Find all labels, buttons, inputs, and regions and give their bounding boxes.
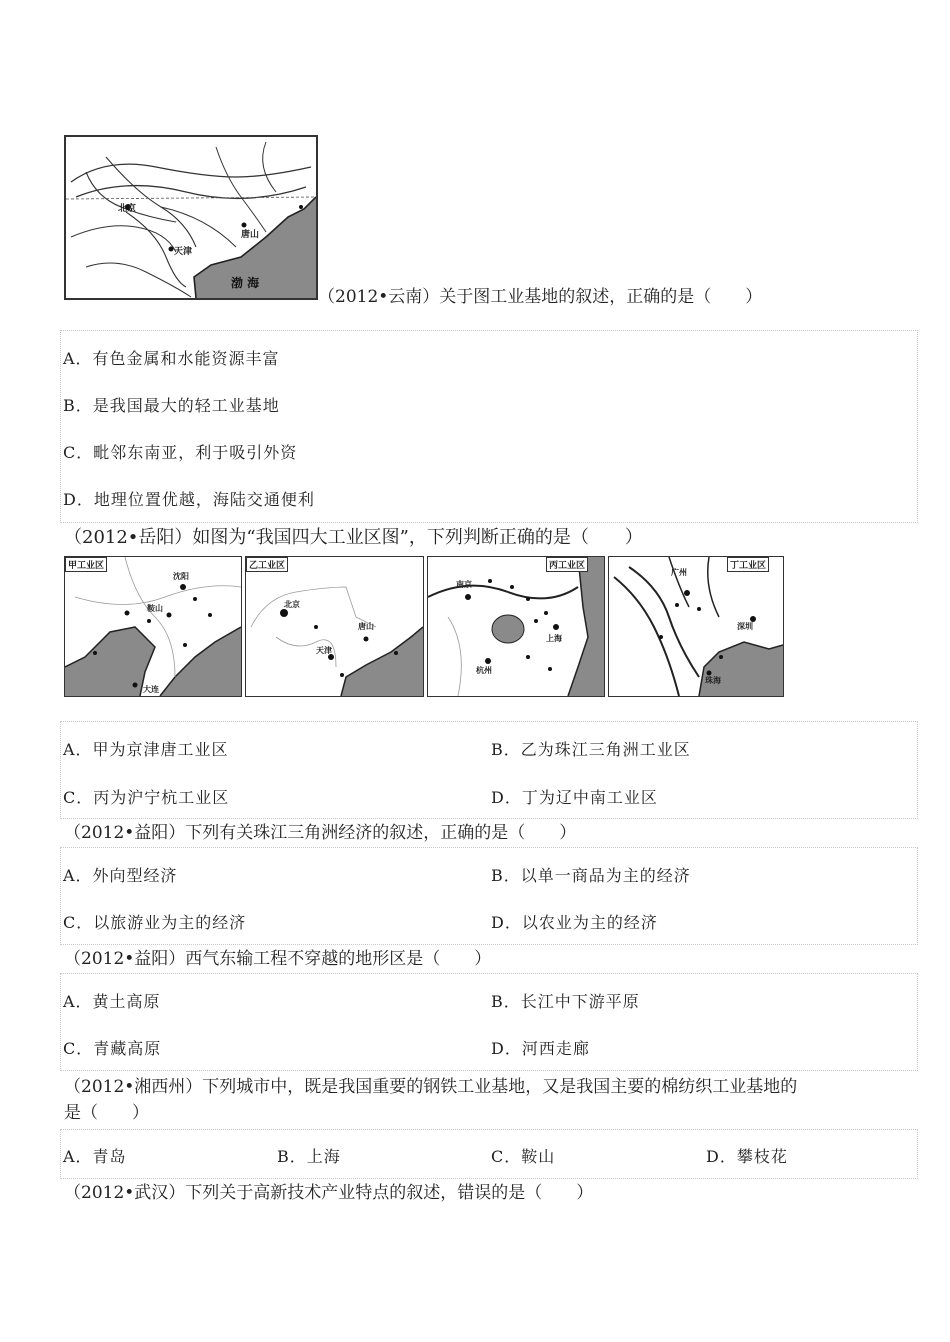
q3-options xyxy=(60,847,918,945)
q1-question: （2012•云南）关于图工业基地的叙述，正确的是（ ） xyxy=(318,287,763,307)
q2-option-b[interactable]: B．乙为珠江三角洲工业区 xyxy=(491,740,691,759)
q2-map-yi-title: 乙工业区 xyxy=(246,557,288,572)
q2-map-yi xyxy=(245,556,424,697)
q2-map-ding-shenzhen: 深圳 xyxy=(737,622,753,631)
q5-option-a[interactable]: A．青岛 xyxy=(63,1147,127,1166)
q2-map-ding xyxy=(608,556,784,697)
q2-option-d[interactable]: D．丁为辽中南工业区 xyxy=(491,788,658,807)
q2-map-jia xyxy=(64,556,242,697)
q5-option-d[interactable]: D．攀枝花 xyxy=(706,1147,788,1166)
q1-map xyxy=(64,135,318,300)
q1-map-label-tangshan: 唐山 xyxy=(241,230,260,240)
q1-map-label-beijing: 北京 xyxy=(118,204,137,214)
q1-option-a[interactable]: A．有色金属和水能资源丰富 xyxy=(63,349,280,368)
q2-map-jia-shenyang: 沈阳 xyxy=(173,572,189,581)
q2-map-jia-drawing xyxy=(65,557,241,696)
q3-option-c[interactable]: C．以旅游业为主的经济 xyxy=(63,913,247,932)
q2-options xyxy=(60,721,918,819)
q2-option-a[interactable]: A．甲为京津唐工业区 xyxy=(63,740,229,759)
q2-map-jia-dalian: 大连 xyxy=(143,685,159,694)
q5-question: （2012•湘西州）下列城市中，既是我国重要的钢铁工业基地，又是我国主要的棉纺织工业基地的是（ ） xyxy=(64,1077,798,1123)
q2-option-c[interactable]: C．丙为沪宁杭工业区 xyxy=(63,788,230,807)
q2-map-bing-hangzhou: 杭州 xyxy=(476,666,492,675)
q2-map-bing-shanghai: 上海 xyxy=(546,634,562,643)
q6-question: （2012•武汉）下列关于高新技术产业特点的叙述，错误的是（ ） xyxy=(64,1183,594,1203)
q2-map-ding-zhuhai: 珠海 xyxy=(705,676,721,685)
q2-question: （2012•岳阳）如图为“我国四大工业区图”，下列判断正确的是（ ） xyxy=(64,527,643,548)
q2-map-bing xyxy=(427,556,605,697)
q2-map-bing-nanjing: 南京 xyxy=(456,580,472,589)
q3-option-d[interactable]: D．以农业为主的经济 xyxy=(491,913,658,932)
q1-option-c[interactable]: C．毗邻东南亚，利于吸引外资 xyxy=(63,443,298,462)
q2-map-yi-tianjin: 天津 xyxy=(316,646,332,655)
q4-option-c[interactable]: C．青藏高原 xyxy=(63,1039,162,1058)
q2-map-bing-drawing xyxy=(428,557,604,696)
q5-option-b[interactable]: B．上海 xyxy=(277,1147,341,1166)
q2-map-jia-anshan: 鞍山 xyxy=(147,604,163,613)
q1-option-d[interactable]: D．地理位置优越，海陆交通便利 xyxy=(63,490,315,509)
q1-option-b[interactable]: B．是我国最大的轻工业基地 xyxy=(63,396,280,415)
q2-map-yi-tangshan: 唐山 xyxy=(358,622,374,631)
q1-map-drawing xyxy=(66,137,316,298)
q5-option-c[interactable]: C．鞍山 xyxy=(491,1147,556,1166)
q2-map-yi-beijing: 北京 xyxy=(284,600,300,609)
q3-question: （2012•益阳）下列有关珠江三角洲经济的叙述，正确的是（ ） xyxy=(64,823,577,843)
q1-options xyxy=(60,330,918,523)
q2-map-ding-drawing xyxy=(609,557,783,696)
q2-map-yi-drawing xyxy=(246,557,423,696)
q4-question: （2012•益阳）西气东输工程不穿越的地形区是（ ） xyxy=(64,949,492,969)
q5-options xyxy=(60,1129,918,1179)
q2-map-ding-title: 丁工业区 xyxy=(727,557,769,572)
q3-option-b[interactable]: B．以单一商品为主的经济 xyxy=(491,866,691,885)
q1-map-label-tianjin: 天津 xyxy=(174,247,193,257)
q4-options xyxy=(60,973,918,1071)
q2-map-jia-title: 甲工业区 xyxy=(65,557,107,572)
q1-map-label-bohai: 渤 海 xyxy=(231,276,260,290)
q2-map-ding-guangzhou: 广州 xyxy=(671,568,687,577)
q4-option-a[interactable]: A．黄土高原 xyxy=(63,992,161,1011)
q2-map-bing-title: 丙工业区 xyxy=(546,557,588,572)
q4-option-b[interactable]: B．长江中下游平原 xyxy=(491,992,640,1011)
q4-option-d[interactable]: D．河西走廊 xyxy=(491,1039,590,1058)
q3-option-a[interactable]: A．外向型经济 xyxy=(63,866,178,885)
